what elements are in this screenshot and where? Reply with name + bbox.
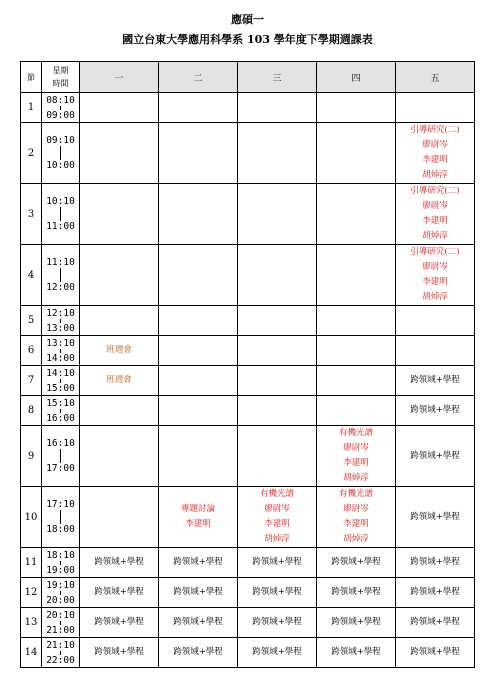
time-separator	[60, 268, 61, 282]
course-name: 跨領域+學程	[94, 557, 144, 567]
period-number: 12	[21, 578, 42, 608]
instructor-name: 廖尉岑	[343, 504, 369, 514]
time-range	[42, 93, 80, 123]
instructor-name: 廖尉岑	[422, 262, 448, 272]
weekday-label: 星期	[52, 66, 69, 75]
course-name: 專題討論	[180, 504, 215, 514]
period-number: 3	[21, 184, 42, 245]
table-row	[21, 123, 475, 184]
start-time: 16:10	[46, 438, 75, 449]
period-number: 5	[21, 306, 42, 336]
class-cell-tue	[159, 578, 238, 608]
time-range	[42, 306, 80, 336]
start-time: 15:10	[46, 397, 75, 409]
start-time: 18:10	[46, 549, 75, 561]
time-range	[42, 487, 80, 548]
instructor-name: 胡焯淳	[422, 170, 448, 180]
schedule-body	[21, 93, 475, 668]
instructor-name: 李建明	[422, 216, 448, 226]
class-cell-tue	[159, 487, 238, 548]
period-number: 4	[21, 245, 42, 306]
end-time: 17:00	[46, 463, 75, 474]
period-number: 10	[21, 487, 42, 548]
class-cell-fri	[396, 426, 475, 487]
class-cell-fri	[396, 306, 475, 336]
course-name: 引導研究(二)	[410, 186, 460, 196]
table-row	[21, 638, 475, 668]
class-cell-tue	[159, 245, 238, 306]
class-cell-fri	[396, 608, 475, 638]
class-cell-thu	[317, 336, 396, 366]
class-cell-thu	[317, 638, 396, 668]
class-cell-fri	[396, 184, 475, 245]
time-range	[42, 638, 80, 668]
class-cell-thu	[317, 487, 396, 548]
instructor-name: 李建明	[343, 519, 369, 529]
class-cell-tue	[159, 123, 238, 184]
course-name: 跨領域+學程	[173, 587, 223, 597]
course-name: 跨領域+學程	[410, 557, 460, 567]
course-name: 班週會	[106, 345, 132, 355]
class-cell-wed	[238, 184, 317, 245]
class-cell-wed	[238, 638, 317, 668]
class-cell-tue	[159, 366, 238, 396]
period-number: 8	[21, 396, 42, 426]
course-name: 有機光譜	[259, 489, 294, 499]
time-range	[42, 426, 80, 487]
class-cell-wed	[238, 366, 317, 396]
class-cell-thu	[317, 245, 396, 306]
time-separator	[60, 146, 61, 160]
class-cell-mon	[80, 548, 159, 578]
end-time: 16:00	[46, 412, 75, 424]
course-name: 跨領域+學程	[94, 587, 144, 597]
course-name: 跨領域+學程	[252, 557, 302, 567]
class-label: 應碩一	[231, 13, 264, 26]
class-cell-mon	[80, 93, 159, 123]
class-cell-tue	[159, 336, 238, 366]
class-cell-wed	[238, 245, 317, 306]
start-time: 19:10	[46, 579, 75, 591]
schedule-table	[20, 61, 475, 668]
day-header-mon: 一	[80, 62, 159, 93]
course-name: 跨領域+學程	[331, 647, 381, 657]
start-time: 21:10	[46, 639, 75, 651]
class-cell-mon	[80, 366, 159, 396]
table-row	[21, 93, 475, 123]
start-time: 20:10	[46, 609, 75, 621]
class-cell-wed	[238, 306, 317, 336]
time-separator	[60, 207, 61, 221]
instructor-name: 李建明	[185, 519, 211, 529]
end-time: 22:00	[46, 654, 75, 666]
time-range	[42, 578, 80, 608]
table-row	[21, 487, 475, 548]
start-time: 17:10	[46, 499, 75, 510]
start-time: 14:10	[46, 367, 75, 379]
instructor-name: 胡焯淳	[343, 534, 369, 544]
class-cell-fri	[396, 336, 475, 366]
period-number: 6	[21, 336, 42, 366]
class-cell-mon	[80, 578, 159, 608]
period-number: 1	[21, 93, 42, 123]
course-name: 跨領域+學程	[252, 647, 302, 657]
class-cell-wed	[238, 487, 317, 548]
class-cell-fri	[396, 638, 475, 668]
course-name: 跨領域+學程	[94, 617, 144, 627]
time-range	[42, 184, 80, 245]
instructor-name: 李建明	[264, 519, 290, 529]
time-range	[42, 396, 80, 426]
page-title: 國立台東大學應用科學系 103 學年度下學期週課表	[122, 33, 373, 46]
instructor-name: 廖尉岑	[422, 201, 448, 211]
period-number: 7	[21, 366, 42, 396]
class-cell-mon	[80, 608, 159, 638]
time-separator	[60, 510, 61, 524]
class-cell-wed	[238, 123, 317, 184]
course-name: 跨領域+學程	[410, 405, 460, 415]
time-range	[42, 245, 80, 306]
weekday-time-header	[42, 62, 80, 93]
class-cell-fri	[396, 245, 475, 306]
course-name: 跨領域+學程	[331, 617, 381, 627]
class-cell-mon	[80, 123, 159, 184]
instructor-name: 胡焯淳	[422, 292, 448, 302]
table-row	[21, 578, 475, 608]
class-cell-mon	[80, 426, 159, 487]
class-cell-tue	[159, 426, 238, 487]
time-separator	[60, 449, 61, 463]
instructor-name: 胡焯淳	[264, 534, 290, 544]
table-row	[21, 608, 475, 638]
instructor-name: 廖尉岑	[264, 504, 290, 514]
course-name: 跨領域+學程	[410, 587, 460, 597]
day-header-thu: 四	[317, 62, 396, 93]
course-name: 引導研究(二)	[410, 247, 460, 257]
class-cell-fri	[396, 487, 475, 548]
class-cell-thu	[317, 366, 396, 396]
course-name: 跨領域+學程	[410, 450, 460, 461]
start-time: 13:10	[46, 337, 75, 349]
class-cell-wed	[238, 426, 317, 487]
class-cell-thu	[317, 123, 396, 184]
time-range	[42, 366, 80, 396]
class-cell-wed	[238, 396, 317, 426]
class-cell-wed	[238, 336, 317, 366]
end-time: 11:00	[46, 221, 75, 232]
time-range	[42, 548, 80, 578]
start-time: 12:10	[46, 307, 75, 319]
end-time: 21:00	[46, 624, 75, 636]
course-name: 跨領域+學程	[331, 557, 381, 567]
class-cell-fri	[396, 123, 475, 184]
period-number: 11	[21, 548, 42, 578]
header-row	[21, 62, 475, 93]
class-cell-thu	[317, 608, 396, 638]
end-time: 12:00	[46, 282, 75, 293]
time-label: 時間	[52, 79, 69, 88]
table-row	[21, 396, 475, 426]
day-header-tue: 二	[159, 62, 238, 93]
instructor-name: 廖尉岑	[422, 140, 448, 150]
end-time: 19:00	[46, 564, 75, 576]
class-cell-wed	[238, 93, 317, 123]
table-row	[21, 306, 475, 336]
class-cell-mon	[80, 184, 159, 245]
period-number: 14	[21, 638, 42, 668]
course-name: 跨領域+學程	[252, 587, 302, 597]
end-time: 15:00	[46, 382, 75, 394]
period-header: 節	[21, 62, 42, 93]
class-cell-fri	[396, 548, 475, 578]
class-cell-mon	[80, 487, 159, 548]
course-name: 引導研究(二)	[410, 125, 460, 135]
course-name: 跨領域+學程	[94, 647, 144, 657]
table-row	[21, 366, 475, 396]
course-name: 跨領域+學程	[410, 617, 460, 627]
start-time: 08:10	[46, 94, 75, 106]
class-cell-mon	[80, 306, 159, 336]
instructor-name: 李建明	[422, 155, 448, 165]
table-row	[21, 426, 475, 487]
table-row	[21, 184, 475, 245]
time-range	[42, 608, 80, 638]
table-row	[21, 336, 475, 366]
class-cell-thu	[317, 93, 396, 123]
start-time: 11:10	[46, 257, 75, 268]
class-cell-thu	[317, 396, 396, 426]
course-name: 有機光譜	[338, 428, 373, 438]
course-name: 班週會	[106, 375, 132, 385]
class-cell-mon	[80, 638, 159, 668]
course-name: 跨領域+學程	[410, 511, 460, 522]
period-number: 2	[21, 123, 42, 184]
class-cell-thu	[317, 184, 396, 245]
end-time: 09:00	[46, 109, 75, 121]
class-cell-thu	[317, 306, 396, 336]
instructor-name: 廖尉岑	[343, 443, 369, 453]
day-header-wed: 三	[238, 62, 317, 93]
class-cell-wed	[238, 548, 317, 578]
class-cell-tue	[159, 396, 238, 426]
period-number: 13	[21, 608, 42, 638]
class-cell-mon	[80, 245, 159, 306]
class-cell-wed	[238, 608, 317, 638]
table-row	[21, 245, 475, 306]
class-cell-thu	[317, 426, 396, 487]
class-cell-fri	[396, 366, 475, 396]
end-time: 14:00	[46, 352, 75, 364]
end-time: 20:00	[46, 594, 75, 606]
instructor-name: 李建明	[422, 277, 448, 287]
class-cell-tue	[159, 548, 238, 578]
course-name: 跨領域+學程	[173, 617, 223, 627]
class-cell-thu	[317, 548, 396, 578]
end-time: 18:00	[46, 524, 75, 535]
class-cell-fri	[396, 93, 475, 123]
start-time: 09:10	[46, 135, 75, 146]
end-time: 13:00	[46, 322, 75, 334]
time-range	[42, 123, 80, 184]
course-name: 跨領域+學程	[173, 557, 223, 567]
course-name: 跨領域+學程	[410, 375, 460, 385]
class-cell-tue	[159, 184, 238, 245]
course-name: 跨領域+學程	[410, 647, 460, 657]
day-header-fri: 五	[396, 62, 475, 93]
course-name: 有機光譜	[338, 489, 373, 499]
class-cell-wed	[238, 578, 317, 608]
class-cell-tue	[159, 306, 238, 336]
course-name: 跨領域+學程	[331, 587, 381, 597]
period-number: 9	[21, 426, 42, 487]
time-range	[42, 336, 80, 366]
course-name: 跨領域+學程	[173, 647, 223, 657]
class-cell-tue	[159, 638, 238, 668]
class-cell-mon	[80, 396, 159, 426]
class-cell-mon	[80, 336, 159, 366]
start-time: 10:10	[46, 196, 75, 207]
class-cell-thu	[317, 578, 396, 608]
end-time: 10:00	[46, 160, 75, 171]
course-name: 跨領域+學程	[252, 617, 302, 627]
class-cell-fri	[396, 396, 475, 426]
class-cell-tue	[159, 608, 238, 638]
instructor-name: 李建明	[343, 458, 369, 468]
table-row	[21, 548, 475, 578]
instructor-name: 胡焯淳	[422, 231, 448, 241]
instructor-name: 胡焯淳	[343, 473, 369, 483]
class-cell-tue	[159, 93, 238, 123]
class-cell-fri	[396, 578, 475, 608]
